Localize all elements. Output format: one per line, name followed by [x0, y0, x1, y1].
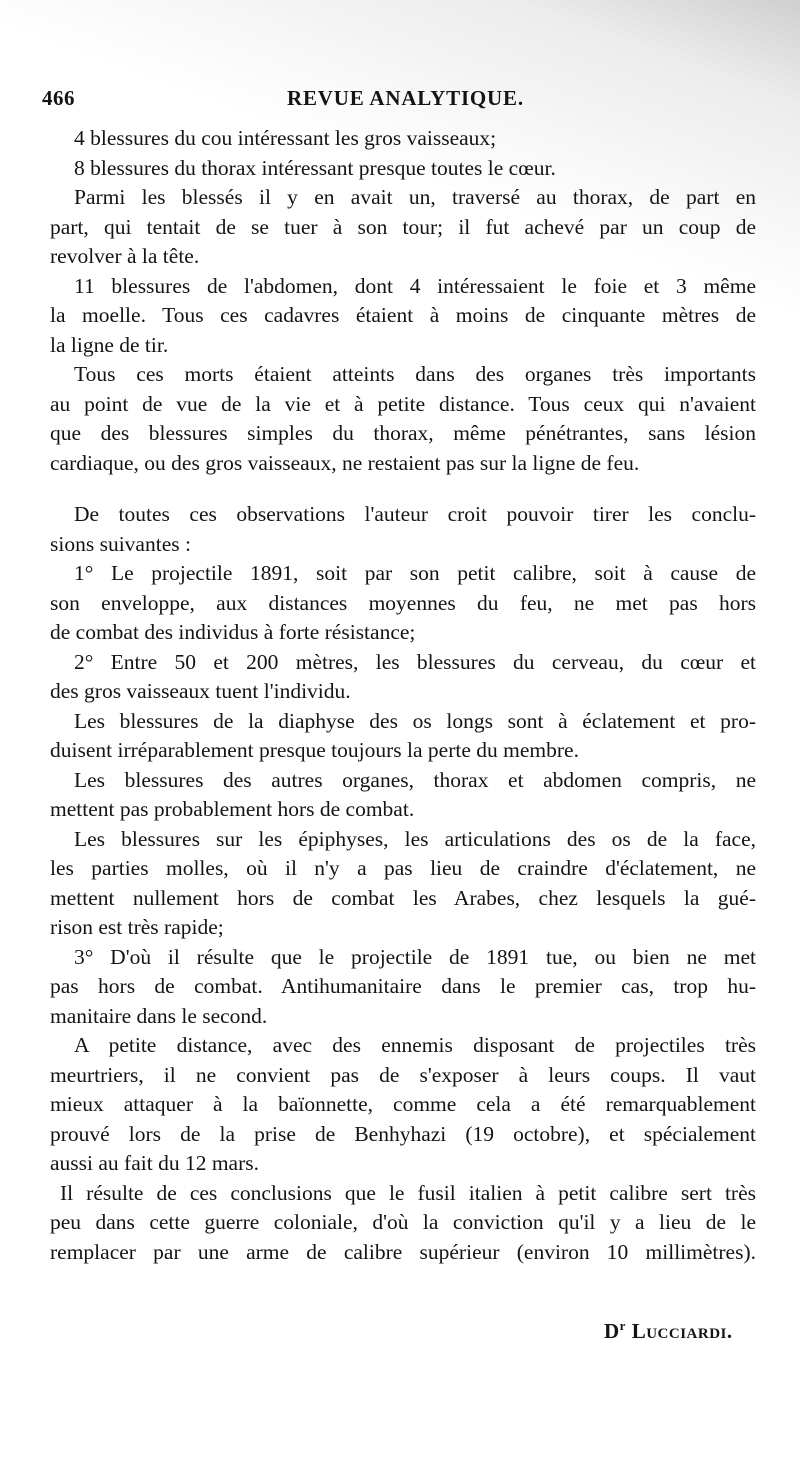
text-line: part, qui tentait de se tuer à son tour; il fut achevé par un coup de: [50, 214, 756, 239]
page-number: 466: [42, 86, 75, 110]
text-line: manitaire dans le second.: [50, 1003, 268, 1028]
signature-suffix: r: [619, 1318, 626, 1333]
text-line: duisent irréparablement presque toujours la perte du membre.: [50, 738, 579, 762]
text-line: 1° Le projectile 1891, soit par son petit calibre, soit à cause de: [74, 561, 756, 585]
text-line: au point de vue de la vie et à petite distance. Tous ceux qui n'avaient: [50, 391, 756, 416]
text-line: 4 blessures du cou intéressant les gros vaisseaux;: [74, 126, 497, 150]
text-line: mettent nullement hors de combat les Arabes, chez lesquels la gué-: [50, 885, 756, 910]
body-text: [50, 124, 756, 1267]
text-line: Tous ces morts étaient atteints dans des organes très importants: [74, 362, 756, 386]
text-line: A petite distance, avec des ennemis disposant de projectiles très: [74, 1033, 756, 1057]
text-line: De toutes ces observations l'auteur croit pouvoir tirer les conclu-: [74, 502, 756, 526]
journal-title: REVUE ANALYTIQUE.: [287, 86, 524, 110]
text-line: mieux attaquer à la baïonnette, comme cela a été remarquablement: [50, 1092, 756, 1116]
text-line: 3° D'où il résulte que le projectile de 1891 tue, ou bien ne met: [74, 944, 756, 969]
text-line: la ligne de tir.: [50, 332, 169, 357]
text-line: cardiaque, ou des gros vaisseaux, ne restaient pas sur la ligne de feu.: [50, 450, 640, 475]
text-line: rison est très rapide;: [50, 915, 224, 939]
text-line: Parmi les blessés il y en avait un, traversé au thorax, de part en: [74, 185, 756, 209]
signature-prefix: D: [604, 1319, 620, 1343]
text-line: que des blessures simples du thorax, même pénétrantes, sans lésion: [50, 421, 756, 445]
text-line: 11 blessures de l'abdomen, dont 4 intéressaient le foie et 3 même: [74, 273, 756, 298]
signature-name: Lucciardi.: [631, 1319, 733, 1343]
author-signature: [604, 1318, 733, 1344]
text-line: revolver à la tête.: [50, 244, 200, 268]
text-line: des gros vaisseaux tuent l'individu.: [50, 679, 351, 703]
text-line: de combat des individus à forte résistance;: [50, 620, 416, 644]
text-line: son enveloppe, aux distances moyennes du feu, ne met pas hors: [50, 590, 756, 615]
text-line: 2° Entre 50 et 200 mètres, les blessures du cerveau, du cœur et: [74, 649, 756, 674]
text-line: 8 blessures du thorax intéressant presque toutes le cœur.: [74, 155, 556, 180]
text-line: prouvé lors de la prise de Benhyhazi (19 octobre), et spécialement: [50, 1121, 756, 1146]
text-line: les parties molles, où il n'y a pas lieu de craindre d'éclatement, ne: [50, 856, 756, 880]
running-head: [42, 86, 762, 116]
text-line: meurtriers, il ne convient pas de s'exposer à leurs coups. Il vaut: [50, 1062, 756, 1087]
text-line: mettent pas probablement hors de combat.: [50, 797, 415, 821]
text-line: sions suivantes :: [50, 531, 191, 556]
text-line: remplacer par une arme de calibre supérieur (environ 10 millimètres).: [50, 1239, 756, 1264]
text-line: Les blessures de la diaphyse des os longs sont à éclatement et pro-: [74, 708, 756, 733]
text-line: Les blessures sur les épiphyses, les articulations des os de la face,: [74, 826, 756, 851]
paragraph-gap: [50, 478, 756, 500]
text-line: aussi au fait du 12 mars.: [50, 1151, 259, 1175]
text-line: Les blessures des autres organes, thorax et abdomen compris, ne: [74, 767, 756, 792]
text-line: pas hors de combat. Antihumanitaire dans le premier cas, trop hu-: [50, 974, 756, 998]
text-line: peu dans cette guerre coloniale, d'où la conviction qu'il y a lieu de le: [50, 1210, 756, 1234]
text-line: la moelle. Tous ces cadavres étaient à moins de cinquante mètres de: [50, 303, 756, 327]
text-line: Il résulte de ces conclusions que le fusil italien à petit calibre sert très: [60, 1180, 756, 1205]
